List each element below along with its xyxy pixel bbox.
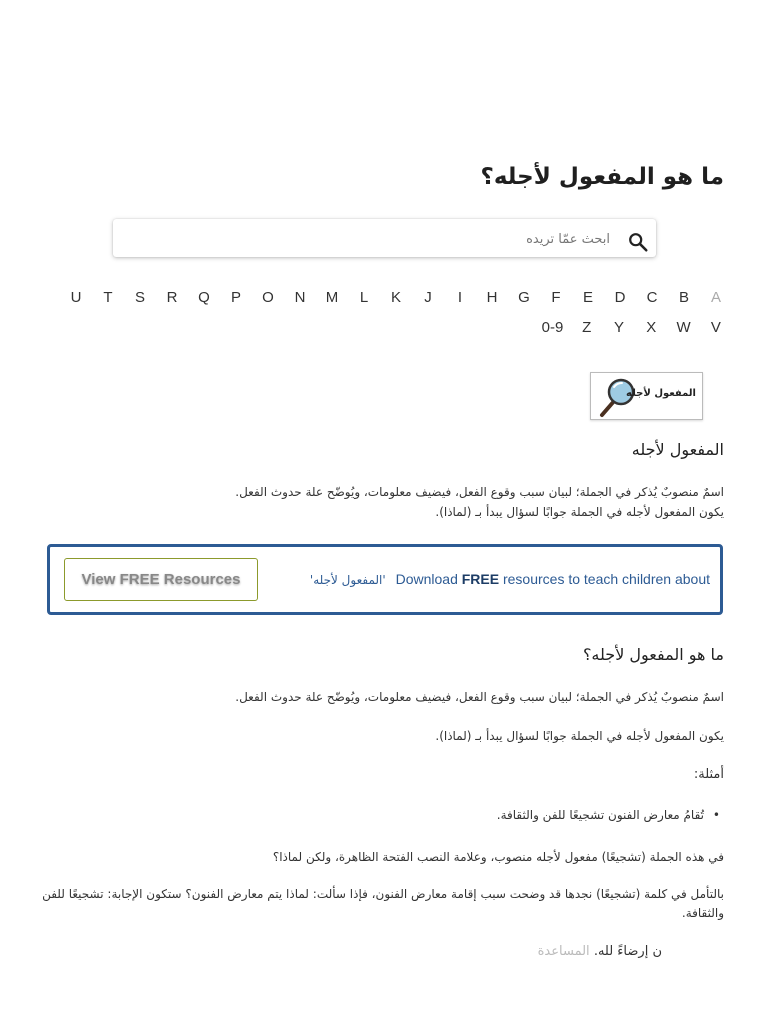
- banner-suffix: resources to teach children about: [499, 571, 710, 587]
- banner-term: 'المفعول لأجله': [309, 573, 386, 587]
- article-subtitle: ما هو المفعول لأجله؟: [582, 645, 724, 664]
- letter-link[interactable]: R: [166, 289, 178, 306]
- resources-banner: [47, 544, 723, 615]
- letter-link[interactable]: M: [325, 289, 339, 306]
- banner-text: [310, 571, 710, 587]
- section-intro: [44, 482, 724, 522]
- alphabet-row-2: [60, 319, 732, 336]
- letter-link[interactable]: C: [646, 289, 658, 306]
- alphabet-row-1: [60, 289, 732, 306]
- letter-link[interactable]: D: [614, 289, 626, 306]
- paragraph: بالتأمل في كلمة (تشجيعًا) نجدها قد وضحت سبب إقامة معارض الفنون، فإذا سألت: لماذا يتم معارض الفنون؟ ستكون الإجابة: تشجيعًا للفن والثقافة.: [42, 887, 724, 920]
- paragraph: في هذه الجملة (تشجيعًا) مفعول لأجله منصوب، وعلامة النصب الفتحة الظاهرة، ولكن لماذا؟: [272, 850, 724, 864]
- page-title: ما هو المفعول لأجله؟: [480, 164, 724, 190]
- letter-link[interactable]: Y: [613, 319, 624, 336]
- list-item: [496, 808, 720, 822]
- paragraph: اسمٌ منصوبٌ يُذكر في الجملة؛ لبيان سبب وقوع الفعل، فيضيف معلومات، ويُوضّح علة حدوث الفعل.: [235, 690, 724, 704]
- letter-link[interactable]: T: [103, 289, 113, 306]
- letter-link[interactable]: S: [134, 289, 145, 306]
- bottom-line: [526, 944, 662, 959]
- topic-thumbnail[interactable]: [590, 372, 703, 420]
- bullet-icon: •: [712, 808, 720, 822]
- letter-link[interactable]: Q: [198, 289, 210, 306]
- section-heading: المفعول لأجله: [631, 440, 724, 459]
- banner-prefix: Download: [395, 571, 462, 587]
- letter-link[interactable]: O: [262, 289, 274, 306]
- letter-link[interactable]: U: [70, 289, 82, 306]
- letter-link[interactable]: X: [646, 319, 657, 336]
- search-icon[interactable]: [627, 231, 649, 253]
- examples-label: أمثلة:: [693, 767, 724, 782]
- letter-link[interactable]: Z: [582, 319, 592, 336]
- letter-link[interactable]: E: [582, 289, 593, 306]
- intro-line: اسمٌ منصوبٌ يُذكر في الجملة؛ لبيان سبب وقوع الفعل، فيضيف معلومات، ويُوضّح علة حدوث الفعل.: [235, 485, 724, 499]
- intro-line: يكون المفعول لأجله في الجملة جوابًا لسؤال يبدأ بـ (لماذا).: [435, 505, 724, 519]
- banner-free: FREE: [461, 571, 500, 587]
- letter-link[interactable]: H: [486, 289, 498, 306]
- letter-link[interactable]: L: [359, 289, 369, 306]
- search-box: [113, 219, 656, 257]
- help-overlay-text[interactable]: المساعدة: [537, 944, 590, 959]
- bottom-text: ن إرضاءً لله.: [593, 944, 662, 959]
- letter-link[interactable]: A: [710, 289, 721, 306]
- view-free-resources-button[interactable]: View FREE Resources: [64, 558, 258, 601]
- letter-link[interactable]: J: [424, 289, 432, 306]
- letter-link[interactable]: V: [710, 319, 721, 336]
- thumbnail-label: المفعول لأجله: [626, 388, 696, 399]
- letter-link[interactable]: K: [390, 289, 401, 306]
- letter-link[interactable]: G: [518, 289, 530, 306]
- letter-link[interactable]: W: [676, 319, 691, 336]
- example-text: تُقامُ معارض الفنون تشجيعًا للفن والثقافة.: [496, 808, 704, 822]
- paragraph: يكون المفعول لأجله في الجملة جوابًا لسؤال يبدأ بـ (لماذا).: [435, 729, 724, 743]
- letter-link[interactable]: 0-9: [541, 319, 564, 336]
- letter-link[interactable]: N: [294, 289, 306, 306]
- letter-link[interactable]: I: [457, 289, 463, 306]
- letter-link[interactable]: P: [230, 289, 241, 306]
- letter-link[interactable]: B: [678, 289, 689, 306]
- letter-link[interactable]: F: [551, 289, 561, 306]
- search-input[interactable]: [121, 219, 612, 259]
